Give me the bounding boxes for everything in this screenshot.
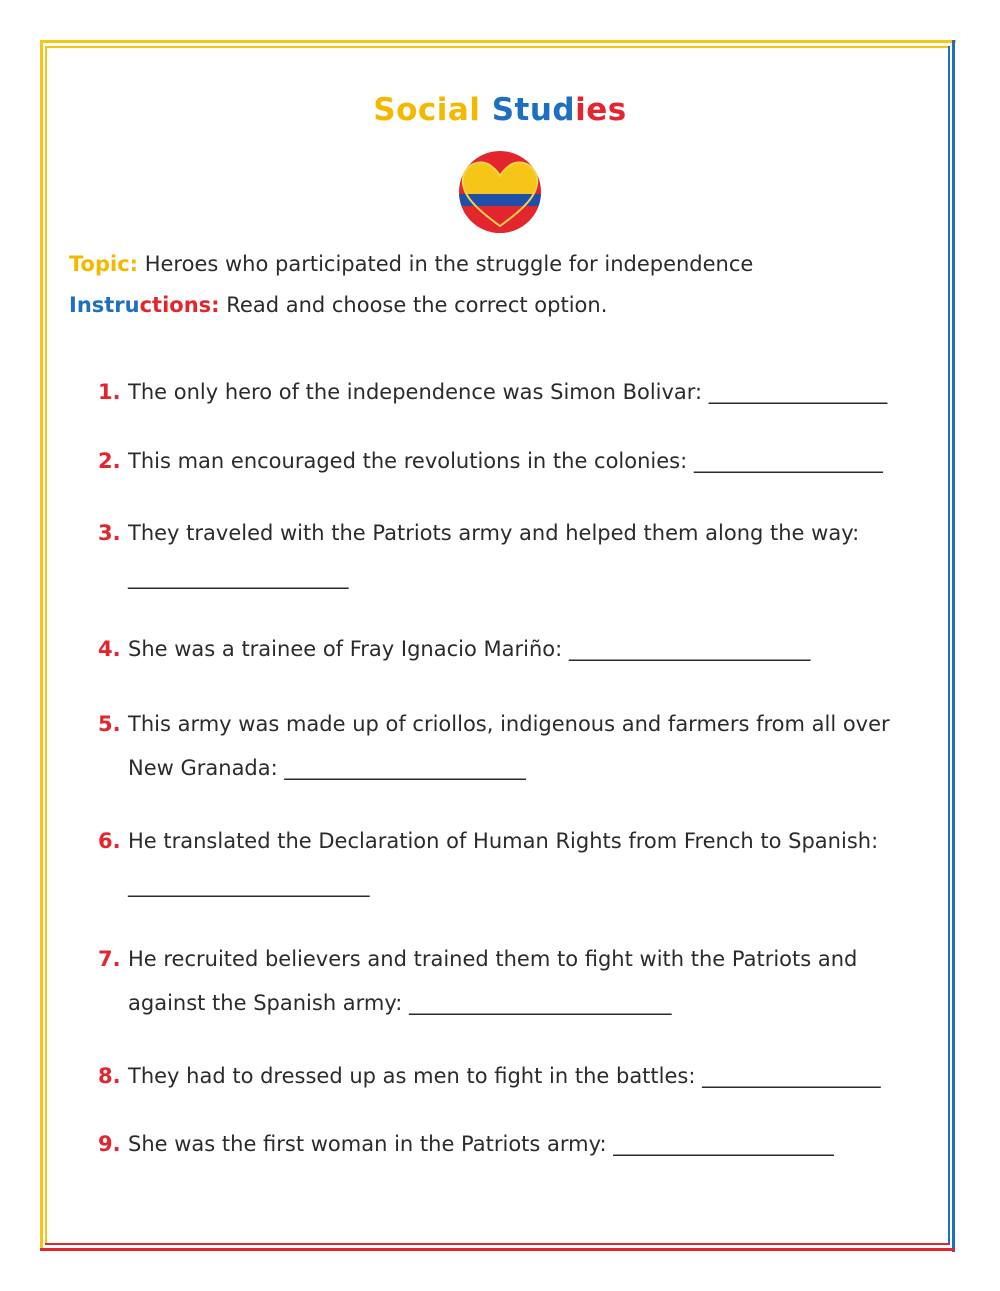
question-number: 2.	[98, 449, 121, 473]
question-text: He translated the Declaration of Human Rights from French to Spanish: _______________________	[128, 829, 879, 897]
frame-left-border	[40, 40, 43, 1248]
question-number: 6.	[98, 829, 121, 853]
title-word-stud: Stud	[491, 92, 576, 128]
question-number: 7.	[98, 947, 121, 971]
frame-top-inner-border	[45, 46, 950, 48]
question-item	[98, 937, 938, 1025]
question-text: She was a trainee of Fray Ignacio Mariño: _______________________	[128, 637, 811, 661]
instructions-label-part-b: ctions:	[139, 293, 220, 317]
frame-top-border	[40, 40, 956, 43]
frame-left-inner-border	[45, 46, 47, 1244]
question-number: 9.	[98, 1132, 121, 1156]
page-title	[0, 92, 1000, 128]
question-number: 3.	[98, 521, 121, 545]
question-text: This army was made up of criollos, indigenous and farmers from all over New Granada: _______________________	[128, 712, 890, 780]
instructions-line	[69, 293, 607, 317]
question-item	[98, 627, 938, 671]
frame-bottom-border	[40, 1248, 955, 1251]
question-item	[98, 819, 938, 907]
frame-bottom-inner-border	[45, 1243, 950, 1245]
question-text: The only hero of the independence was Simon Bolivar: _________________	[128, 380, 888, 404]
instructions-label-part-a: Instru	[69, 293, 140, 317]
topic-line	[69, 252, 753, 276]
question-item	[98, 702, 938, 790]
topic-label: Topic:	[69, 252, 139, 276]
question-text: This man encouraged the revolutions in the colonies: __________________	[128, 449, 883, 473]
instructions-text: Read and choose the correct option.	[219, 293, 608, 317]
question-item	[98, 370, 938, 414]
question-item	[98, 439, 938, 483]
question-text: He recruited believers and trained them to fight with the Patriots and against the Spanish army: _________________________	[128, 947, 858, 1015]
question-item	[98, 511, 938, 599]
question-number: 8.	[98, 1064, 121, 1088]
question-number: 4.	[98, 637, 121, 661]
frame-right-inner-border	[948, 46, 950, 1244]
question-text: They traveled with the Patriots army and helped them along the way: _____________________	[128, 521, 860, 589]
frame-right-border	[952, 40, 955, 1252]
question-number: 1.	[98, 380, 121, 404]
question-item	[98, 1054, 938, 1098]
question-number: 5.	[98, 712, 121, 736]
question-text: They had to dressed up as men to fight in the battles: _________________	[128, 1064, 881, 1088]
colombia-flag-heart-icon	[455, 150, 545, 234]
title-word-ies: ies	[575, 92, 627, 128]
topic-text: Heroes who participated in the struggle for independence	[138, 252, 754, 276]
question-text: She was the first woman in the Patriots army: _____________________	[128, 1132, 834, 1156]
question-item	[98, 1122, 938, 1166]
title-word-social: Social	[373, 92, 481, 128]
